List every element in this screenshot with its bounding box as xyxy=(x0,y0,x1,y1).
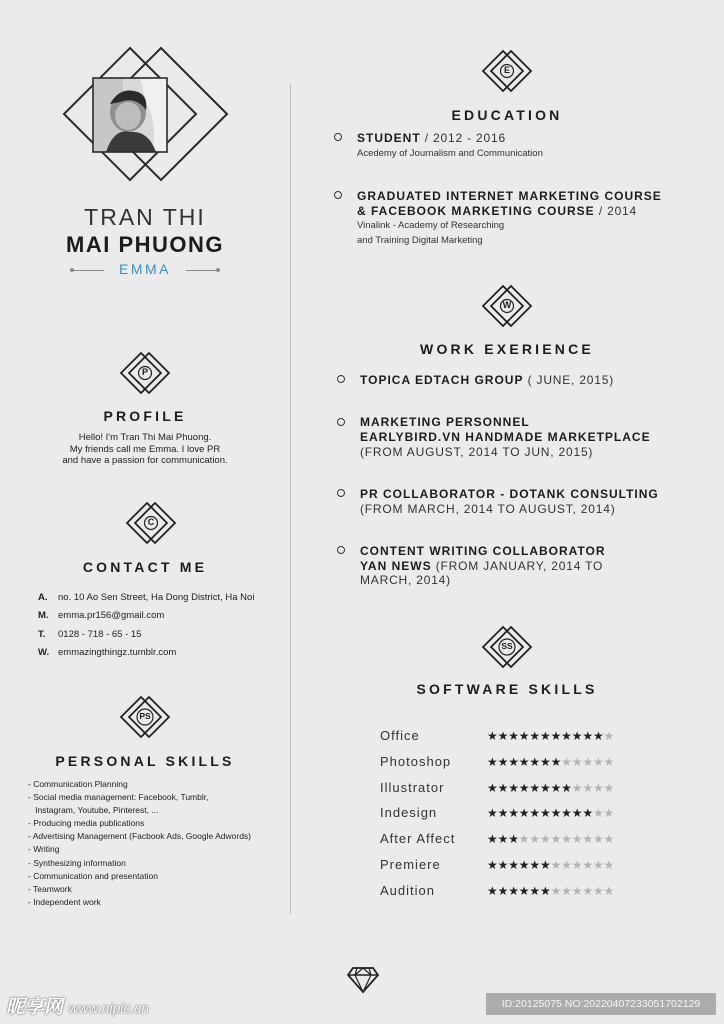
star-empty-icon: ★ xyxy=(571,780,584,795)
star-empty-icon: ★ xyxy=(582,883,594,898)
education-item-2-title-line1: GRADUATED INTERNET MARKETING COURSE xyxy=(357,189,662,203)
nickname: EMMA xyxy=(119,261,171,277)
work-item-2-title-line1: MARKETING PERSONNEL xyxy=(360,415,530,429)
star-filled-icon: ★ xyxy=(561,806,573,821)
star-filled-icon: ★ xyxy=(539,780,552,795)
star-filled-icon: ★ xyxy=(539,729,552,743)
personal-skills-badge xyxy=(119,694,171,740)
work-bullet xyxy=(337,546,345,554)
star-empty-icon: ★ xyxy=(603,883,615,898)
star-empty-icon: ★ xyxy=(550,883,562,898)
personal-skills-title: PERSONAL SKILLS xyxy=(55,753,235,769)
star-empty-icon: ★ xyxy=(550,858,562,872)
contact-key: M. xyxy=(38,610,49,622)
star-empty-icon: ★ xyxy=(592,832,605,847)
star-filled-icon: ★ xyxy=(497,858,509,872)
software-skills-badge-letter: SS xyxy=(501,641,513,651)
watermark-url: www.nipic.cn xyxy=(68,1000,150,1016)
work-item-2-dates: (FROM AUGUST, 2014 TO JUN, 2015) xyxy=(360,445,594,459)
star-empty-icon: ★ xyxy=(518,832,531,847)
star-empty-icon: ★ xyxy=(592,780,605,795)
star-empty-icon: ★ xyxy=(561,832,573,847)
list-item: - Communication and presentation xyxy=(28,870,158,881)
star-filled-icon: ★ xyxy=(508,858,520,872)
watermark-id: ID:20125075 NO:20220407233051702129 xyxy=(486,993,716,1015)
profile-line: Hello! I'm Tran Thi Mai Phuong. xyxy=(78,432,212,443)
education-item-1-school: Acedemy of Journalism and Communication xyxy=(357,148,543,159)
contact-value: emma.pr156@gmail.com xyxy=(58,610,165,622)
contact-address xyxy=(38,588,288,607)
software-skills-title: SOFTWARE SKILLS xyxy=(416,681,598,697)
star-filled-icon: ★ xyxy=(582,806,594,821)
star-filled-icon: ★ xyxy=(508,883,520,898)
education-course: & FACEBOOK MARKETING COURSE xyxy=(357,204,595,218)
star-filled-icon: ★ xyxy=(497,883,509,898)
list-item: - Synthesizing information xyxy=(28,857,126,868)
rating-stars xyxy=(487,833,614,846)
education-title: EDUCATION xyxy=(451,107,563,123)
profile-badge-letter: P xyxy=(141,367,148,377)
star-filled-icon: ★ xyxy=(487,754,499,769)
star-filled-icon: ★ xyxy=(550,780,562,795)
education-badge xyxy=(481,48,533,94)
work-bullet xyxy=(337,489,345,497)
education-years: / 2012 - 2016 xyxy=(420,131,506,145)
star-empty-icon: ★ xyxy=(592,806,605,821)
rating-stars xyxy=(487,756,614,769)
star-empty-icon: ★ xyxy=(592,858,605,872)
star-empty-icon: ★ xyxy=(571,883,584,898)
star-empty-icon: ★ xyxy=(582,858,594,872)
contact-badge-letter: C xyxy=(147,517,155,527)
star-filled-icon: ★ xyxy=(497,806,509,821)
star-filled-icon: ★ xyxy=(497,832,509,847)
star-empty-icon: ★ xyxy=(582,754,594,769)
star-filled-icon: ★ xyxy=(529,729,541,743)
star-empty-icon: ★ xyxy=(592,754,605,769)
education-bullet xyxy=(334,133,342,141)
work-item-3-title: PR COLLABORATOR - DOTANK CONSULTING xyxy=(360,487,659,501)
contact-key: A. xyxy=(38,591,48,603)
star-filled-icon: ★ xyxy=(539,754,552,769)
star-filled-icon: ★ xyxy=(518,780,531,795)
star-filled-icon: ★ xyxy=(487,729,499,743)
star-filled-icon: ★ xyxy=(561,729,573,743)
star-empty-icon: ★ xyxy=(603,754,615,769)
nickname-line-right xyxy=(186,270,216,271)
education-item-2-title-line2 xyxy=(357,204,637,219)
education-years: / 2014 xyxy=(594,204,637,218)
star-filled-icon: ★ xyxy=(571,729,584,743)
star-filled-icon: ★ xyxy=(529,806,541,821)
star-filled-icon: ★ xyxy=(592,729,605,743)
watermark-site-name: 昵享网 xyxy=(6,997,64,1018)
software-name: Illustrator xyxy=(380,779,445,795)
last-name: MAI PHUONG xyxy=(66,232,224,257)
contact-key: W. xyxy=(38,647,50,659)
personal-skills-list xyxy=(28,778,288,909)
rating-stars xyxy=(487,807,614,820)
nickname-row xyxy=(70,261,220,279)
star-filled-icon: ★ xyxy=(518,729,531,743)
rating-stars xyxy=(487,730,614,743)
profile-line: and have a passion for communication. xyxy=(62,455,228,466)
star-filled-icon: ★ xyxy=(497,754,509,769)
list-item: - Independent work xyxy=(28,896,101,907)
star-filled-icon: ★ xyxy=(508,729,520,743)
star-filled-icon: ★ xyxy=(529,858,541,872)
profile-title: PROFILE xyxy=(103,408,187,424)
star-filled-icon: ★ xyxy=(518,754,531,769)
star-empty-icon: ★ xyxy=(582,832,594,847)
column-divider xyxy=(290,84,291,914)
contact-value: 0128 - 718 - 65 - 15 xyxy=(58,628,142,640)
work-item-1-title xyxy=(360,373,614,388)
star-filled-icon: ★ xyxy=(508,832,520,847)
star-empty-icon: ★ xyxy=(603,806,615,821)
work-title: WORK EXERIENCE xyxy=(420,341,594,357)
list-item: - Teamwork xyxy=(28,883,72,894)
rating-stars xyxy=(487,782,614,795)
star-filled-icon: ★ xyxy=(582,729,594,743)
star-empty-icon: ★ xyxy=(603,832,615,847)
education-badge-letter: E xyxy=(503,65,510,75)
star-filled-icon: ★ xyxy=(487,832,499,847)
list-item: - Communication Planning xyxy=(28,779,128,789)
star-empty-icon: ★ xyxy=(603,858,615,872)
star-empty-icon: ★ xyxy=(561,858,573,872)
star-empty-icon: ★ xyxy=(571,832,584,847)
education-bullet xyxy=(334,191,342,199)
contact-email xyxy=(38,607,288,626)
star-filled-icon: ★ xyxy=(518,858,531,872)
personal-skills-badge-letter: PS xyxy=(139,711,151,721)
contact-key: T. xyxy=(38,628,46,640)
star-empty-icon: ★ xyxy=(603,729,615,743)
profile-line: My friends call me Emma. I love PR xyxy=(69,443,221,455)
work-item-4-title-line2 xyxy=(360,559,603,574)
software-name: Premiere xyxy=(380,857,441,872)
education-item-1-title xyxy=(357,131,506,146)
work-item-4-title-line1: CONTENT WRITING COLLABORATOR xyxy=(360,544,606,558)
star-filled-icon: ★ xyxy=(529,883,541,898)
list-item: - Social media management: Facebook, Tumblr, xyxy=(28,792,209,803)
list-item: - Advertising Management (Facbook Ads, Google Adwords) xyxy=(28,831,252,842)
star-empty-icon: ★ xyxy=(561,883,573,898)
first-name: TRAN THI xyxy=(84,204,206,230)
education-degree: STUDENT xyxy=(357,131,421,145)
profile-badge xyxy=(119,350,171,396)
avatar xyxy=(93,78,167,152)
star-filled-icon: ★ xyxy=(539,858,552,872)
star-filled-icon: ★ xyxy=(550,729,562,743)
list-item: - Writing xyxy=(28,844,60,855)
star-filled-icon: ★ xyxy=(508,806,520,821)
star-filled-icon: ★ xyxy=(539,806,552,821)
contact-phone xyxy=(38,625,288,644)
star-filled-icon: ★ xyxy=(518,883,531,898)
profile-photo-frame xyxy=(60,44,232,192)
contact-title: CONTACT ME xyxy=(82,559,208,575)
diamond-icon xyxy=(347,966,379,994)
star-empty-icon: ★ xyxy=(539,832,552,847)
star-filled-icon: ★ xyxy=(487,858,499,872)
rating-stars xyxy=(487,859,614,872)
work-item-4-dates-line2: MARCH, 2014) xyxy=(360,573,451,587)
work-badge xyxy=(481,283,533,329)
star-filled-icon: ★ xyxy=(529,754,541,769)
star-filled-icon: ★ xyxy=(561,780,573,795)
software-skills-badge xyxy=(481,624,533,670)
star-empty-icon: ★ xyxy=(582,780,594,795)
education-item-2-school-line1: Vinalink - Academy of Researching xyxy=(357,220,505,231)
software-name: Indesign xyxy=(380,805,438,821)
star-filled-icon: ★ xyxy=(508,754,520,769)
contact-list xyxy=(38,588,288,662)
star-filled-icon: ★ xyxy=(550,754,562,769)
work-item-3-dates: (FROM MARCH, 2014 TO AUGUST, 2014) xyxy=(360,502,616,516)
star-filled-icon: ★ xyxy=(497,729,509,743)
list-item: Instagram, Youtube, Pinterest, ... xyxy=(28,805,159,816)
education-item-2-school-line2: and Training Digital Marketing xyxy=(357,235,483,246)
star-filled-icon: ★ xyxy=(539,883,552,898)
work-item-2-title-line2: EARLYBIRD.VN HANDMADE MARKETPLACE xyxy=(360,430,651,444)
watermark-site xyxy=(6,992,149,1019)
star-filled-icon: ★ xyxy=(487,780,499,795)
star-filled-icon: ★ xyxy=(518,806,531,821)
star-filled-icon: ★ xyxy=(529,780,541,795)
work-company: TOPICA EDTACH GROUP xyxy=(360,373,524,387)
nickname-dot-right xyxy=(216,268,220,272)
work-dates: ( JUNE, 2015) xyxy=(523,373,615,387)
rating-stars xyxy=(487,885,614,898)
work-bullet xyxy=(337,375,345,383)
software-name: Audition xyxy=(380,882,435,898)
work-badge-letter: W xyxy=(502,300,512,310)
star-filled-icon: ★ xyxy=(508,780,520,795)
software-name: After Affect xyxy=(380,831,456,847)
software-name: Photoshop xyxy=(380,753,452,769)
contact-website xyxy=(38,644,288,663)
contact-value: emmazingthingz.tumblr.com xyxy=(58,647,177,659)
star-empty-icon: ★ xyxy=(571,858,584,872)
software-name: Office xyxy=(380,728,420,743)
star-empty-icon: ★ xyxy=(592,883,605,898)
star-filled-icon: ★ xyxy=(497,780,509,795)
star-empty-icon: ★ xyxy=(603,780,615,795)
profile-text xyxy=(40,432,250,467)
star-empty-icon: ★ xyxy=(561,754,573,769)
contact-badge xyxy=(125,500,177,546)
star-filled-icon: ★ xyxy=(487,806,499,821)
list-item: - Producing media publications xyxy=(28,818,145,829)
work-company: YAN NEWS xyxy=(360,559,432,573)
star-filled-icon: ★ xyxy=(550,806,562,821)
work-bullet xyxy=(337,418,345,426)
star-empty-icon: ★ xyxy=(550,832,562,847)
work-dates: (FROM JANUARY, 2014 TO xyxy=(431,559,604,573)
star-filled-icon: ★ xyxy=(487,883,499,898)
star-filled-icon: ★ xyxy=(571,806,584,821)
star-empty-icon: ★ xyxy=(529,832,541,847)
contact-value: no. 10 Ao Sen Street, Ha Dong District, Ha Noi xyxy=(58,591,255,603)
star-empty-icon: ★ xyxy=(571,754,584,769)
